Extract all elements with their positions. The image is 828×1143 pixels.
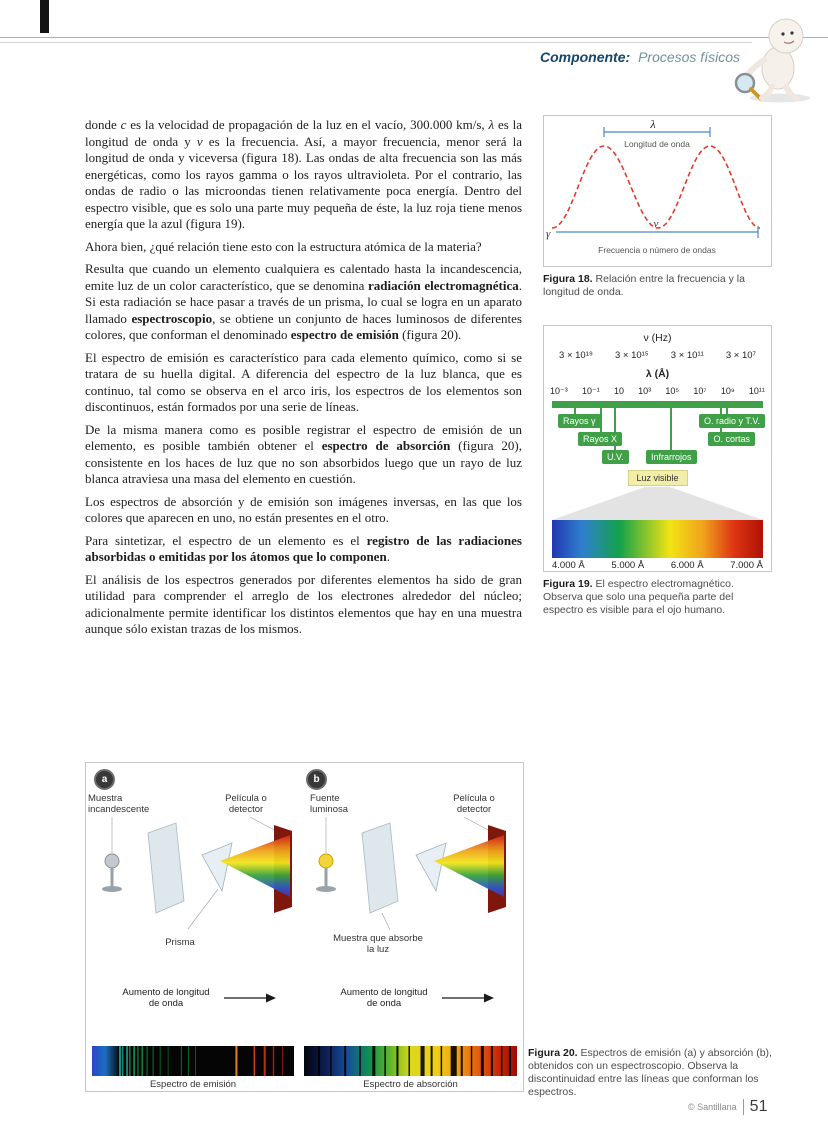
frequency-value: 3 × 10¹¹ — [670, 350, 704, 361]
angstrom-mark: 5.000 Å — [611, 560, 645, 571]
band-infrared: Infrarrojos — [646, 450, 697, 464]
text-segment: Resulta que cuando un elemento cualquiera es calentado hasta la incandescencia, emite luz de un color característico, que se denomina — [85, 261, 522, 293]
wavelength-scale-row — [550, 386, 765, 397]
frequency-value: 3 × 10⁷ — [725, 350, 756, 361]
text-segment: Ahora bien, ¿qué relación tiene esto con la estructura atómica de la materia? — [85, 238, 482, 254]
band-connector — [670, 408, 672, 450]
text-segment: El espectro de emisión es característico para cada elemento químico, como si se tratara de su huella digital. A diferencia del espectro de la luz blanca, que es continuo, tal como se observa en el arco iris, los espectros de los elementos son discontinuos, están formados por una serie de líneas. — [85, 349, 522, 414]
figure-18-caption — [543, 273, 770, 299]
scale-value: 10⁵ — [665, 386, 680, 396]
component-label: Componente: — [539, 49, 631, 65]
right-arrow-icon — [224, 992, 276, 1004]
text-segment: , se obtiene un conjunto de haces luminosos de diferentes colores, que conforman el denominado — [85, 310, 522, 342]
scale-value: 10³ — [638, 386, 652, 396]
text-segment: . Si esta radiación se hace pasar a través de un prisma, lo cual se logra en un aparato llamado — [85, 277, 522, 326]
lambda-symbol: λ — [650, 117, 656, 131]
scale-value: 10⁹ — [720, 386, 735, 396]
main-text-column — [85, 117, 522, 644]
angstrom-mark: 7.000 Å — [730, 560, 763, 571]
page-footer — [688, 1098, 767, 1116]
text-segment: espectro de emisión — [290, 327, 399, 342]
figure-19-em-spectrum — [543, 325, 772, 572]
text-segment: (figura 20). — [398, 327, 462, 342]
figure-18-label: Figura 18. — [543, 273, 593, 285]
text-segment: . — [386, 549, 390, 564]
paragraph — [85, 117, 522, 233]
text-segment: El análisis de los espectros generados por diferentes elementos ha sido de gran utilidad para comprender el arreglo de los electrones alrededor del núcleo; adicionalmente permite identificar los distintos elementos que hay en una muestra aunque sólo existan trazas de los mismos. — [85, 571, 522, 636]
scale-value: 10⁻¹ — [581, 386, 600, 396]
band-radio-tv: O. radio y T.V. — [699, 414, 765, 428]
figure-19-caption — [543, 578, 770, 617]
figure-18-wave-diagram — [543, 115, 772, 267]
scale-value: 10¹¹ — [748, 386, 765, 396]
visible-light-funnel — [552, 487, 763, 520]
frequency-axis-label: Frecuencia o número de ondas — [598, 245, 716, 255]
paragraph — [85, 261, 522, 344]
figure-20-spectroscope — [85, 762, 524, 1092]
absorption-spectrum-label: Espectro de absorción — [363, 1079, 458, 1090]
text-segment: es la longitud de onda y — [85, 117, 522, 149]
angstrom-mark: 4.000 Å — [552, 560, 585, 571]
panel-b-source-label: Fuente luminosa — [310, 793, 349, 815]
text-segment: espectro de absorción — [321, 438, 451, 453]
visible-light-label: Luz visible — [627, 470, 687, 486]
paragraph — [85, 239, 522, 256]
frequency-values-row — [548, 350, 767, 361]
arrow-label: Aumento de longitud de onda — [122, 987, 210, 1009]
panel-a-detector-label: Película o detector — [225, 793, 267, 815]
panel-a-source-label: Muestra incandescente — [88, 793, 150, 815]
gamma-symbol: γ — [546, 228, 551, 240]
scale-value: 10⁻³ — [550, 386, 568, 396]
text-segment: De la misma manera como es posible registrar el espectro de emisión de un elemento, es posible también obtener el — [85, 421, 522, 453]
arrow-label: Aumento de longitud de onda — [340, 987, 428, 1009]
emission-apparatus-illustration — [90, 817, 292, 931]
angstrom-mark: 6.000 Å — [670, 560, 704, 571]
frequency-value: 3 × 10¹⁹ — [559, 350, 593, 361]
band-short-waves: O. cortas — [708, 432, 755, 446]
visible-spectrum-gradient — [552, 520, 763, 558]
scale-value: 10⁷ — [693, 386, 707, 396]
angstrom-marks-row — [552, 560, 763, 571]
figure-20-caption — [528, 1047, 782, 1099]
figure-19-label: Figura 19. — [543, 578, 593, 590]
text-segment: Para sintetizar, el espectro de un elemento es el — [85, 532, 367, 548]
absorption-spectrum-bar — [304, 1046, 517, 1076]
panel-b-badge: b — [306, 769, 327, 790]
text-segment: espectroscopio — [131, 310, 213, 326]
text-segment: radiación electromagnética — [368, 277, 519, 293]
wavelength-axis-title: λ (Å) — [645, 368, 670, 380]
frequency-axis-title: ν (Hz) — [643, 332, 672, 344]
wave-diagram-svg — [544, 116, 769, 264]
prism-label: Prisma — [165, 937, 195, 948]
paragraph — [85, 350, 522, 416]
band-gamma-rays: Rayos γ — [558, 414, 601, 428]
header-rule-bottom — [0, 42, 752, 43]
text-segment: λ — [488, 117, 495, 132]
text-segment: donde — [85, 117, 121, 132]
mascot-illustration — [734, 10, 822, 104]
figure-20-label: Figura 20. — [528, 1047, 578, 1059]
text-segment: ν — [196, 133, 203, 149]
wavelength-label: Longitud de onda — [624, 139, 690, 149]
right-arrow-icon — [442, 992, 494, 1004]
figure-19-caption-text: El espectro electromagnético. Observa que solo una pequeña parte del espectro es visible para el ojo humano. — [543, 578, 734, 616]
text-segment: c — [120, 117, 127, 132]
figure-18-caption-text: Relación entre la frecuencia y la longitud de onda. — [543, 273, 745, 298]
page-number: 51 — [749, 1098, 768, 1115]
text-segment: es la frecuencia. Así, a mayor frecuencia, menor será la longitud de onda y viceversa (figura 18). Las ondas de alta frecuencia son las más energéticas, como los rayos gamma o los rayos ultravioleta. Por el contrario, las ondas de radio o las microondas tienen relativamente poca energía. Dentro del espectro visible, que es solo una parte muy pequeña de éste, la luz roja tiene menos energía que la azul (figura 19). — [85, 133, 522, 231]
figure-20-caption-text: Espectros de emisión (a) y absorción (b), obtenidos con un espectroscopio. Observa la discontinuidad entre las líneas que conforman los espectros. — [528, 1047, 772, 1098]
copyright-text: © Santillana — [688, 1102, 737, 1112]
emission-spectrum-label: Espectro de emisión — [149, 1079, 237, 1090]
page-header — [540, 49, 740, 65]
paragraph — [85, 422, 522, 488]
wavelength-increase-arrow-a — [116, 987, 276, 1009]
spectrum-axis-bar — [552, 401, 763, 408]
paragraph — [85, 494, 522, 527]
text-segment: registro de las radiaciones absorbidas o emitidas por los átomos que lo componen — [85, 532, 522, 564]
panel-a-badge: a — [94, 769, 115, 790]
band-x-rays: Rayos X — [578, 432, 622, 446]
text-segment: (figura 20), consistente en los haces de luz que no son absorbidos luego que un rayo de luz blanca atraviesa una masa del elemento en cuestión. — [85, 438, 523, 486]
footer-divider — [743, 1099, 744, 1115]
paragraph — [85, 572, 522, 638]
component-value: Procesos físicos — [638, 49, 740, 65]
scale-value: 10 — [613, 386, 624, 396]
text-segment: es la velocidad de propagación de la luz en el vacío, 300.000 km/s, — [126, 117, 489, 132]
paragraph — [85, 533, 522, 566]
band-ultraviolet: U.V. — [602, 450, 629, 464]
emission-spectrum-bar — [92, 1046, 294, 1076]
panel-b-detector-label: Película o detector — [453, 793, 495, 815]
frequency-value: 3 × 10¹⁵ — [614, 350, 649, 361]
absorption-apparatus-illustration — [304, 817, 506, 931]
header-rule-top — [0, 37, 828, 38]
text-segment: Los espectros de absorción y de emisión son imágenes inversas, en las que los colores que aparecen en uno, no están presentes en el otro. — [85, 493, 522, 525]
absorbing-sample-label: Muestra que absorbe la luz — [333, 933, 423, 955]
page-edge-mark — [40, 0, 49, 33]
wavelength-increase-arrow-b — [334, 987, 494, 1009]
nu-symbol: ν — [653, 218, 659, 230]
